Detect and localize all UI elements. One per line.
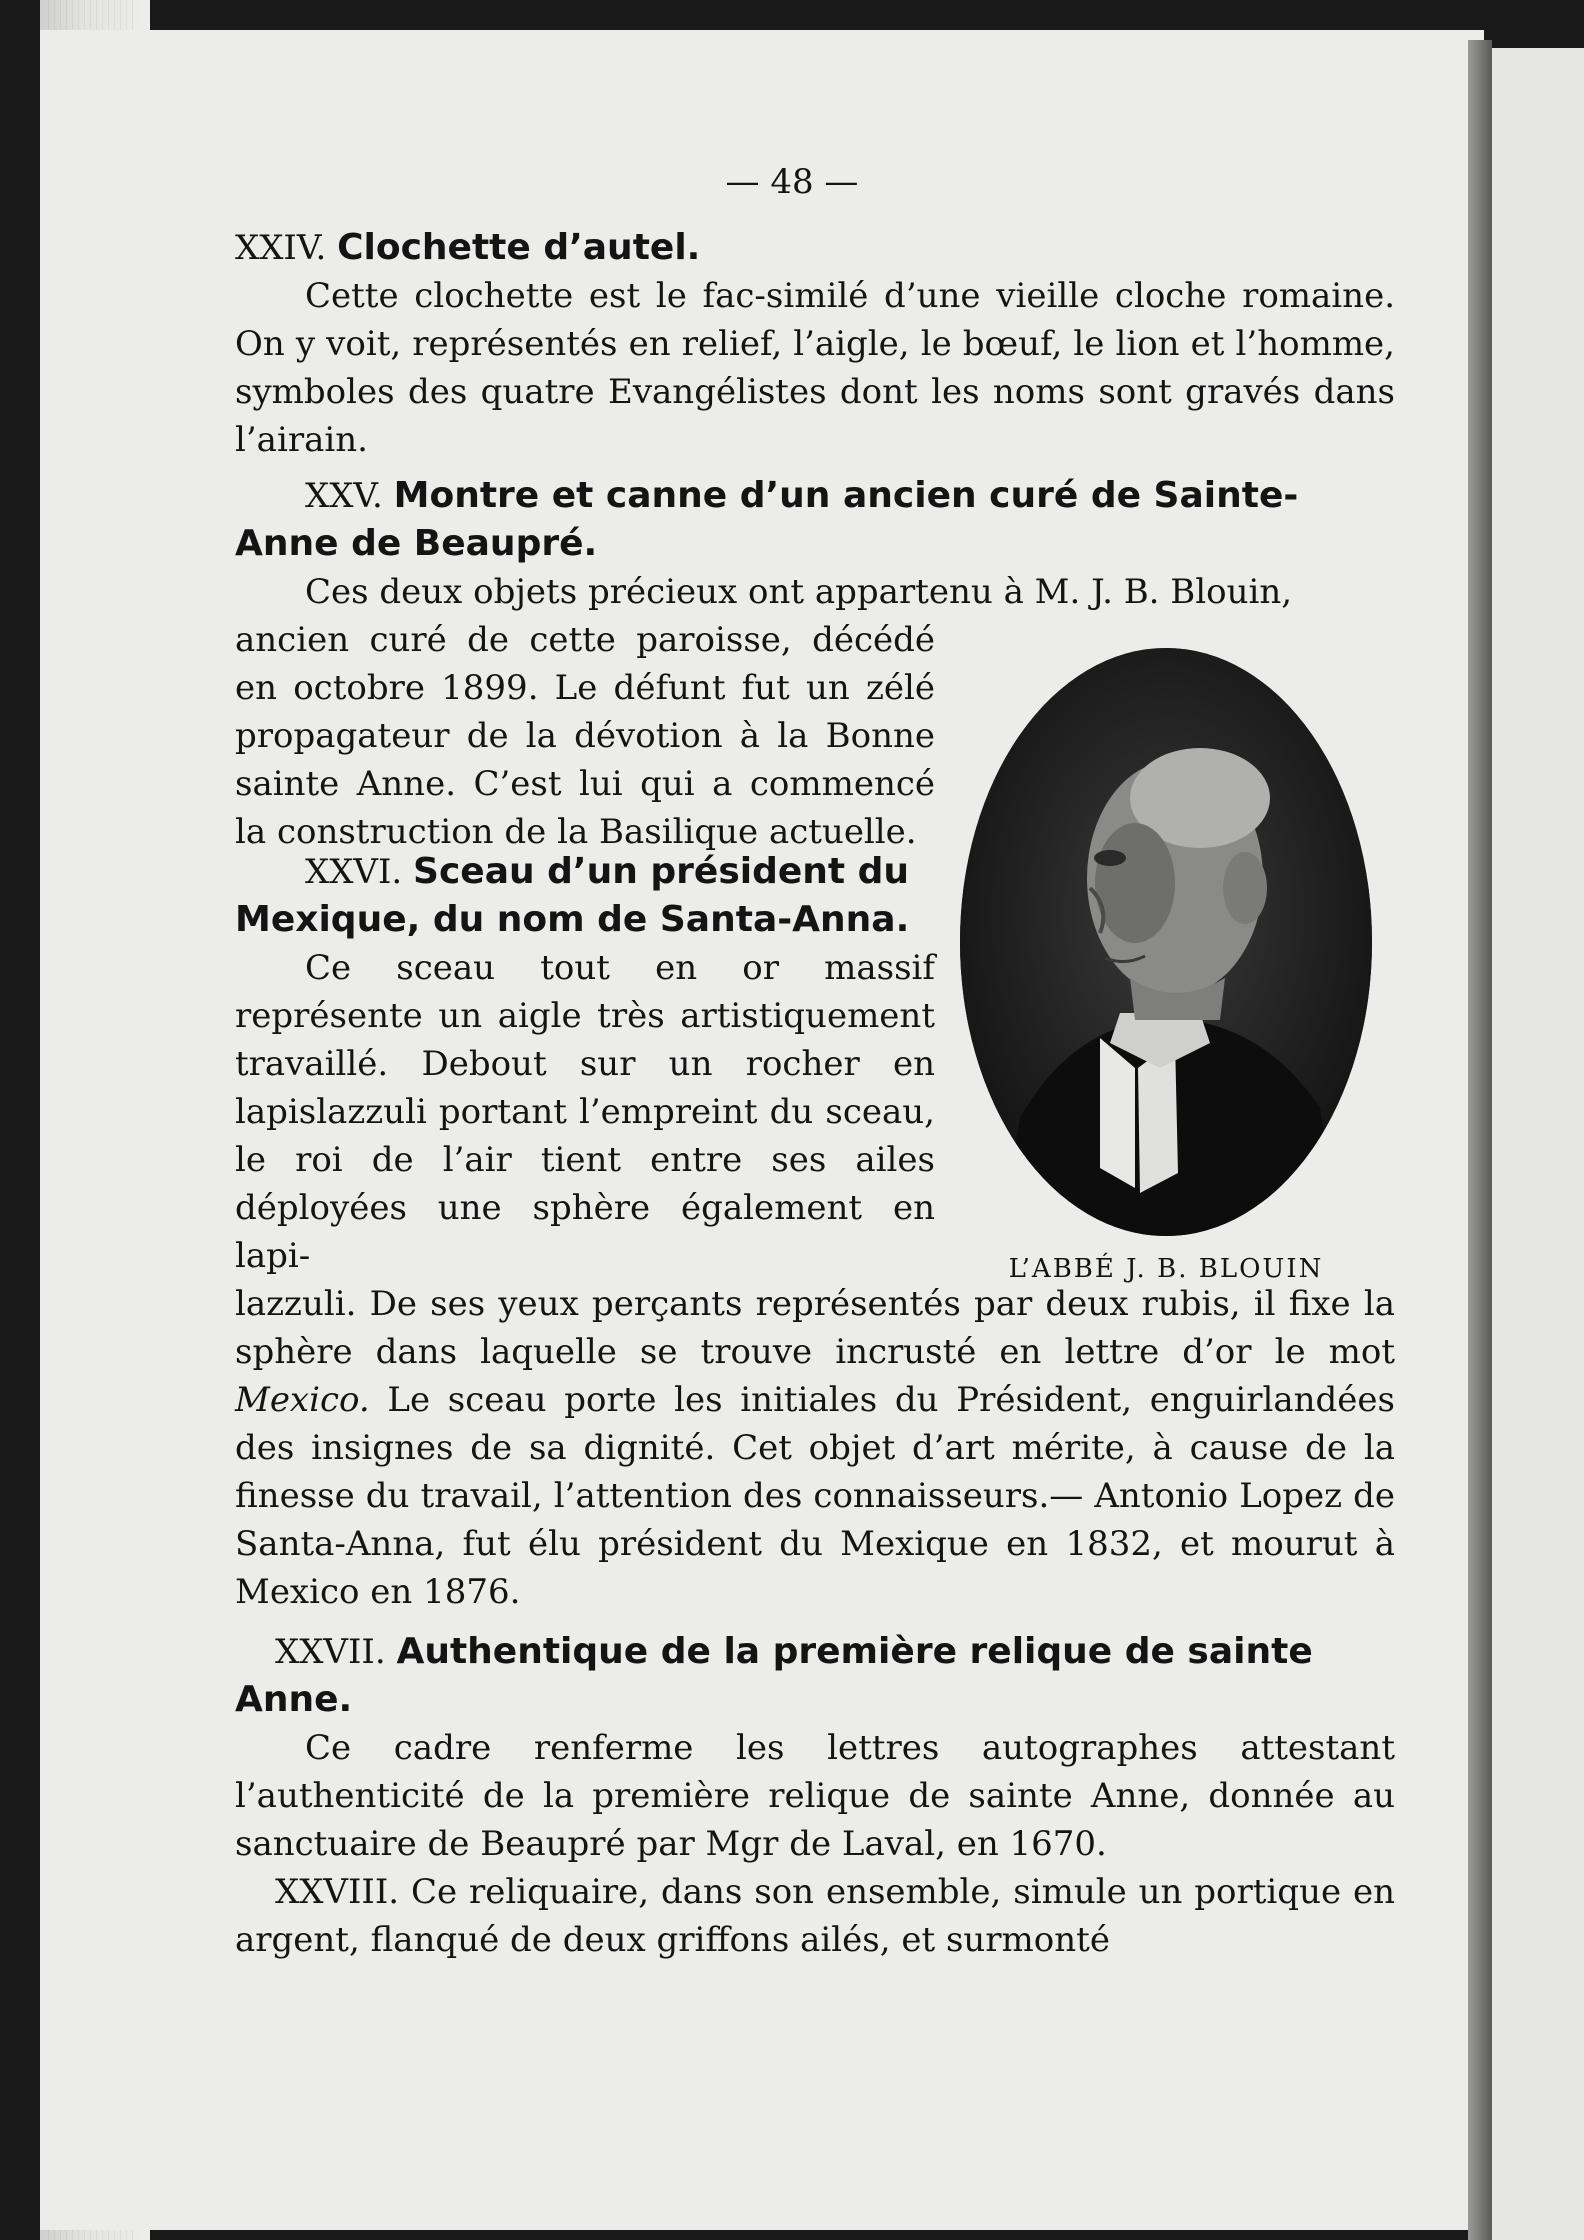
item-text-italic: Mexico.: [235, 1380, 370, 1420]
item-title: Sceau d’un président du Mexique, du nom de Santa-Anna.: [235, 851, 910, 940]
item-xxviii: [235, 1868, 1395, 1964]
item-text-wide: [235, 1280, 1395, 1616]
item-number: XXVII.: [275, 1632, 386, 1672]
facing-page-strip: [1484, 48, 1584, 2240]
priest-portrait-icon: [960, 648, 1372, 1236]
item-title: Authentique de la première relique de sainte Anne.: [235, 1631, 1313, 1720]
item-number: XXIV.: [235, 228, 327, 268]
item-text-b: Le sceau porte les initiales du Président, enguirlandées des insignes de sa dignité. Cet objet d’art mérite, à cause de la finesse du travail, l’attention des connaisseurs.— Antonio Lopez de Santa-Anna, fut élu président du Mexique en 1832, et mourut à Mexico en 1876.: [235, 1380, 1395, 1612]
item-text-a: lazzuli. De ses yeux perçants représentés par deux rubis, il fixe la sphère dans laquelle se trouve incrusté en lettre d’or le mot: [235, 1284, 1395, 1372]
item-heading: [235, 472, 1395, 568]
item-title: Clochette d’autel.: [337, 227, 701, 268]
item-text-narrow: Ce sceau tout en or massif représente un aigle très artistiquement travaillé. Debout sur un rocher en lapislazzuli portant l’empreint du sceau, le roi de l’air tient entre ses ailes déployées une sphère également en lapi-: [235, 948, 935, 1276]
item-text: [235, 1868, 1395, 1964]
portrait-figure: [960, 648, 1372, 1284]
item-xxvii: [235, 1628, 1395, 1868]
item-heading: [235, 1628, 1395, 1724]
item-title: Montre et canne d’un ancien curé de Sainte-Anne de Beaupré.: [235, 475, 1299, 564]
item-text: Cette clochette est le fac-similé d’une vieille cloche romaine. On y voit, représentés en relief, l’aigle, le bœuf, le lion et l’homme, symboles des quatre Evangélistes dont les noms sont gravés dans l’airain.: [235, 276, 1395, 460]
portrait-caption: L’ABBÉ J. B. BLOUIN: [1008, 1254, 1324, 1284]
portrait-photo: [960, 648, 1372, 1236]
item-text-narrow: ancien curé de cette paroisse, décédé en octobre 1899. Le défunt fut un zélé propagateur de la dévotion à la Bonne sainte Anne. C’est lui qui a commencé la construction de la Basilique actuelle.: [235, 620, 935, 852]
item-text: Ce cadre renferme les lettres autographes attestant l’authenticité de la première relique de sainte Anne, donnée au sanctuaire de Beaupré par Mgr de Laval, en 1670.: [235, 1728, 1395, 1864]
item-heading: [235, 848, 935, 944]
item-body: Ce reliquaire, dans son ensemble, simule un portique en argent, flanqué de deux griffons ailés, et surmonté: [235, 1872, 1395, 1960]
item-number: XXV.: [305, 476, 383, 516]
item-xxiv: [235, 224, 1395, 464]
item-heading: [235, 224, 1395, 272]
item-text-wide: Ces deux objets précieux ont appartenu à M. J. B. Blouin,: [305, 572, 1293, 612]
binding-shadow: [1468, 40, 1492, 2240]
item-number: XXVIII.: [275, 1872, 400, 1912]
page-number: — 48 —: [725, 162, 859, 202]
item-number: XXVI.: [305, 852, 403, 892]
